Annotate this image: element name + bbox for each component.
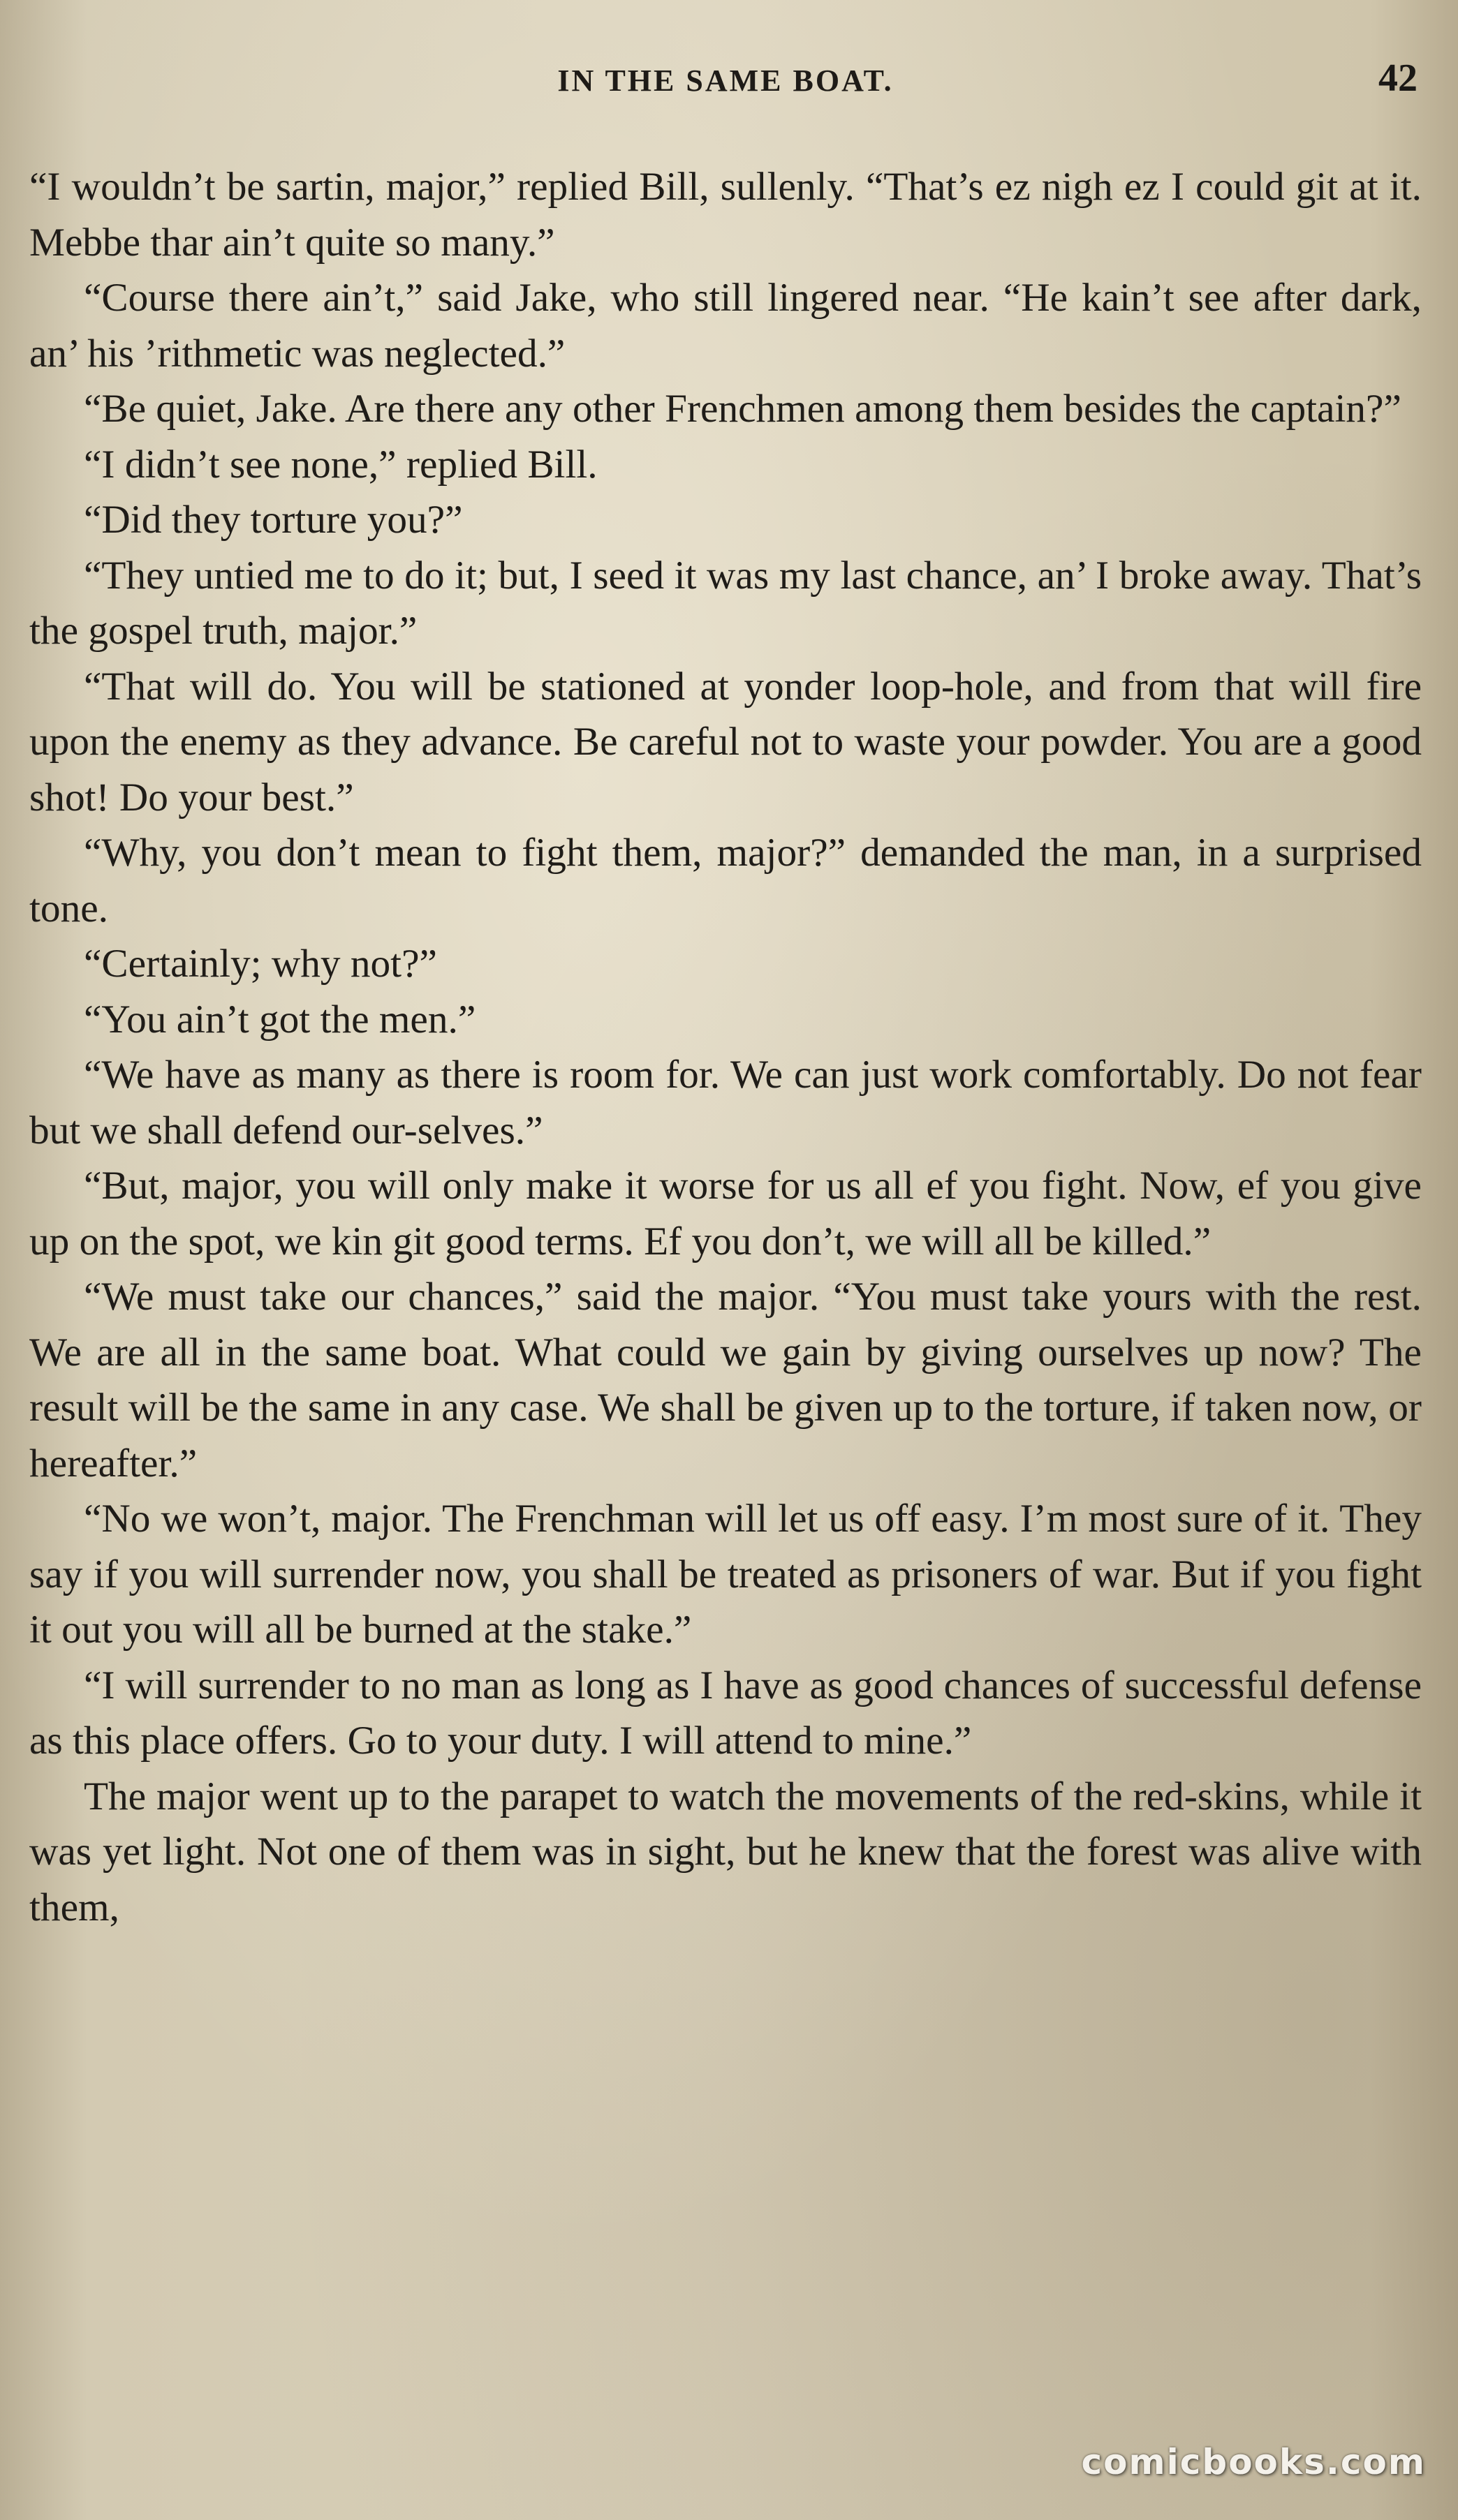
paragraph: “Why, you don’t mean to fight them, major?” demanded the man, in a surprised tone.	[29, 831, 1422, 931]
paragraph: “You ain’t got the men.”	[84, 997, 476, 1042]
running-title: IN THE SAME BOAT.	[557, 64, 894, 98]
paragraph: “We have as many as there is room for. We can just work comfortably. Do not fear but we shall defend our-selves.”	[29, 1053, 1422, 1152]
paragraph: “They untied me to do it; but, I seed it was my last chance, an’ I broke away. That’s the gospel truth, major.”	[29, 553, 1422, 653]
paragraph: “Be quiet, Jake. Are there any other Frenchmen among them besides the captain?”	[84, 387, 1401, 431]
page-number: 42	[1378, 57, 1418, 100]
paragraph: “I will surrender to no man as long as I have as good chances of successful defense as this place offers. Go to your duty. I will attend to mine.”	[29, 1663, 1422, 1763]
paragraph: “No we won’t, major. The Frenchman will let us off easy. I’m most sure of it. They say if you will surrender now, you shall be treated as prisoners of war. But if you fight it out you will all be burned at the stake.”	[29, 1497, 1422, 1652]
body-text	[29, 159, 1422, 1935]
paragraph: “Certainly; why not?”	[84, 942, 437, 986]
paragraph: “But, major, you will only make it worse for us all ef you fight. Now, ef you give up on the spot, we kin git good terms. Ef you don’t, we will all be killed.”	[29, 1164, 1422, 1263]
paragraph: “Course there ain’t,” said Jake, who still lingered near. “He kain’t see after dark, an’ his ’rithmetic was neglected.”	[29, 276, 1422, 376]
paragraph: “Did they torture you?”	[84, 498, 463, 542]
running-head	[29, 56, 1422, 120]
paragraph: “That will do. You will be stationed at yonder loop-hole, and from that will fire upon the enemy as they advance. Be careful not to waste your powder. You are a good shot! Do your best.”	[29, 664, 1422, 820]
paragraph: The major went up to the parapet to watch the movements of the red-skins, while it was yet light. Not one of them was in sight, but he knew that the forest was alive with them,	[29, 1774, 1422, 1929]
paragraph: “I didn’t see none,” replied Bill.	[84, 442, 598, 487]
paragraph: “I wouldn’t be sartin, major,” replied Bill, sullenly. “That’s ez nigh ez I could git at it. Mebbe thar ain’t quite so many.”	[29, 165, 1422, 265]
paragraph: “We must take our chances,” said the major. “You must take yours with the rest. We are all in the same boat. What could we gain by giving ourselves up now? The result will be the same in any case. We shall be given up to the torture, if taken now, or hereafter.”	[29, 1275, 1422, 1485]
watermark: comicbooks.com	[1081, 2442, 1426, 2482]
